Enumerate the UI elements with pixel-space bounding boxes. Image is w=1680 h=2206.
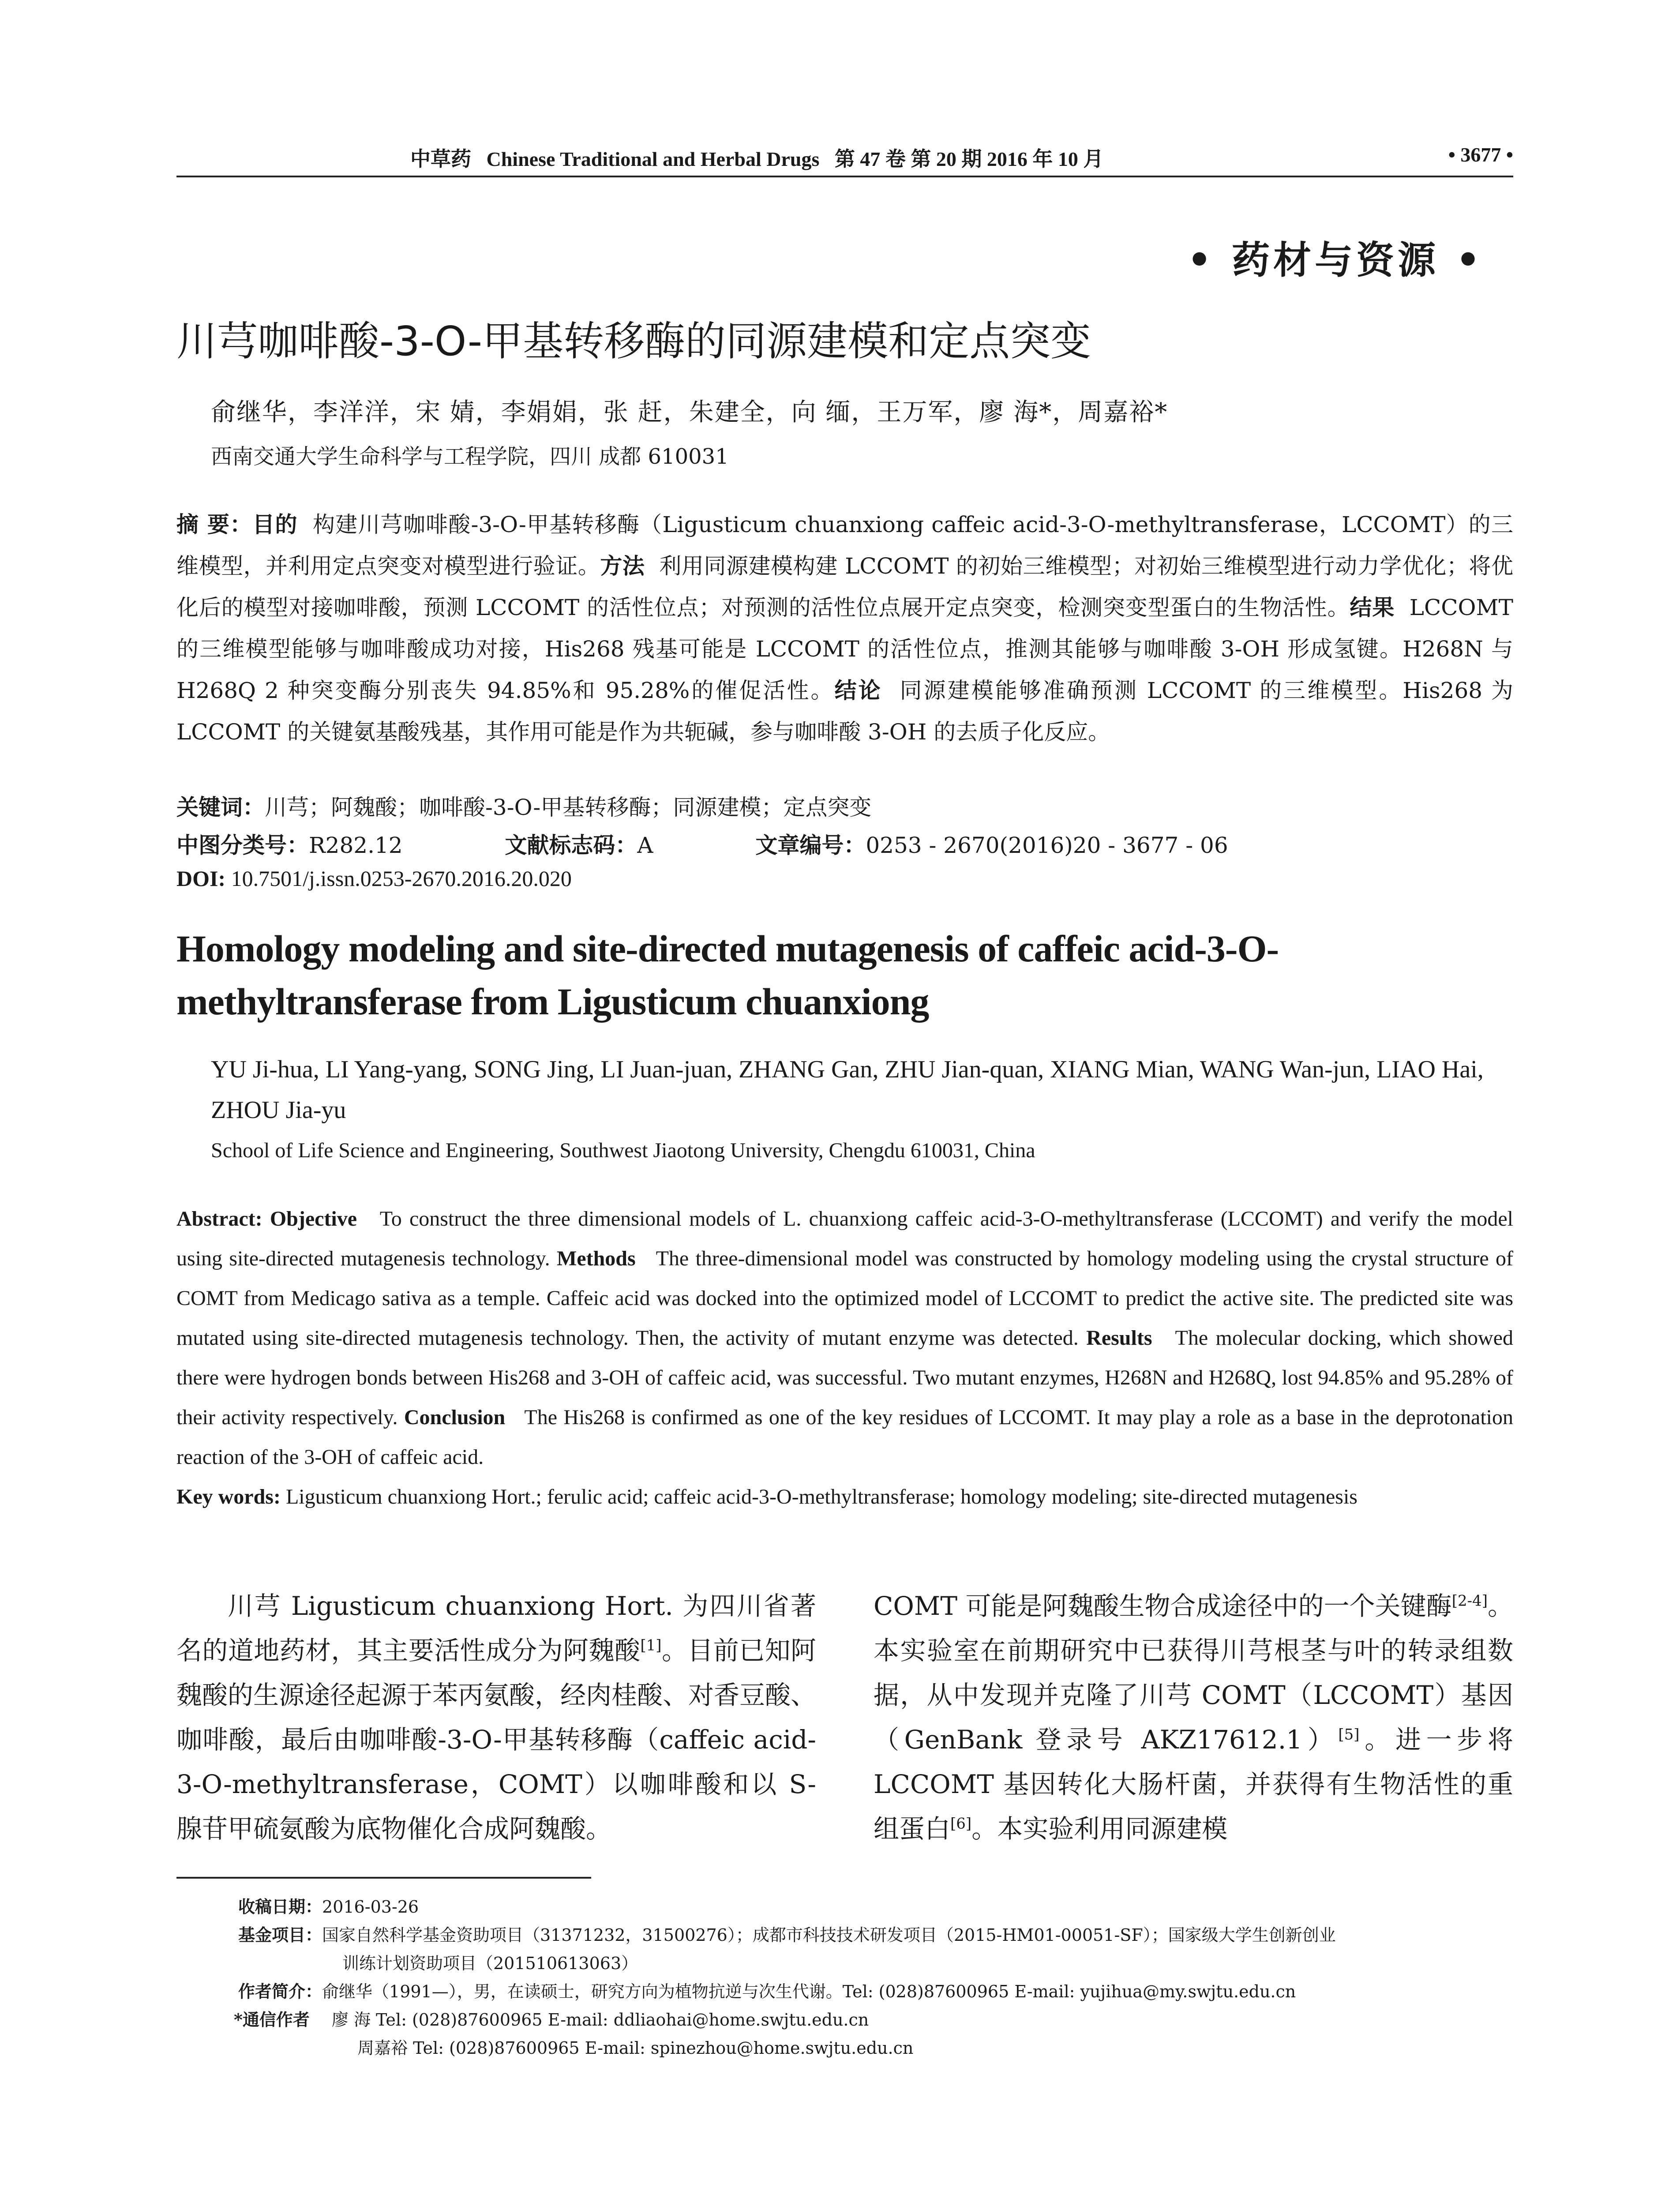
chinese-authors: 俞继华，李洋洋，宋 婧，李娟娟，张 赶，朱建全，向 缅，王万军，廖 海*，周嘉裕* — [211, 398, 1168, 427]
methods-text-en: The three-dimensional model was constructed by homology modeling using the crystal structure of COMT from Medicago sativa as a temple. Caffeic acid was docked into the optimized model of LCCOMT to predict the active site. The predicted site was mutated using site-directed mutagenesis technology. Then, the activity of mutant enzyme was detected. — [176, 1247, 1514, 1350]
header-citation — [410, 143, 1103, 172]
body-right-text-b: 。本实验室在前期研究中已获得川芎根茎与叶的转录组数据，从中发现并克隆了川芎 COMT（LCCOMT）基因（GenBank 登录号 AKZ17612.1） — [874, 1591, 1513, 1755]
page-number: • 3677 • — [1448, 143, 1513, 166]
body-right-text-a: COMT 可能是阿魏酸生物合成途径中的一个关键酶 — [874, 1591, 1452, 1621]
methods-text-cn: 利用同源建模构建 LCCOMT 的初始三维模型；对初始三维模型进行动力学优化；将优化后的模型对接咖啡酸，预测 LCCOMT 的活性位点；对预测的活性位点展开定点突变，检测突变型蛋白的生物活性。 — [176, 553, 1513, 620]
author-bio-text: 俞继华（1991—），男，在读硕士，研究方向为植物抗逆与次生代谢。Tel: (028)87600965 E-mail: yujihua@my.swjtu.edu.cn — [322, 1982, 1296, 2001]
results-text-cn: LCCOMT 的三维模型能够与咖啡酸成功对接，His268 残基可能是 LCCOMT 的活性位点，推测其能够与咖啡酸 3-OH 形成氢键。H268N 与 H268Q 2 种突变酶分别丧失 94.85%和 95.28%的催促活性。 — [176, 595, 1513, 703]
citation-ref-2[interactable]: [2-4] — [1451, 1592, 1488, 1610]
chinese-affiliation: 西南交通大学生命科学与工程学院，四川 成都 610031 — [211, 444, 729, 469]
body-right-text-d: 。本实验利用同源建模 — [971, 1814, 1228, 1844]
keywords-en — [176, 1477, 1513, 1517]
body-column-right — [874, 1584, 1513, 1851]
footnote-received — [238, 1893, 1513, 1921]
chinese-title: 川芎咖啡酸-3-O-甲基转移酶的同源建模和定点突变 — [176, 318, 1091, 365]
conclusion-label-cn: 结论 — [834, 677, 882, 703]
fund-text: 国家自然科学基金资助项目（31371232，31500276）；成都市科技技术研发项目（2015-HM01-00051-SF）；国家级大学生创新创业 — [322, 1925, 1336, 1945]
corresponding-1: 廖 海 Tel: (028)87600965 E-mail: ddliaohai@home.swjtu.edu.cn — [331, 2010, 869, 2030]
objective-label-cn: 目的 — [252, 511, 298, 537]
footnote-corresponding — [234, 2006, 1513, 2034]
journal-en-name: Chinese Traditional and Herbal Drugs — [486, 148, 820, 170]
corresponding-label: *通信作者 — [234, 2010, 310, 2030]
conclusion-label-en: Conclusion — [404, 1406, 506, 1429]
articleno-label: 文章编号： — [755, 832, 866, 858]
body-left-text-b: 。目前已知阿魏酸的生源途径起源于苯丙氨酸，经肉桂酸、对香豆酸、咖啡酸，最后由咖啡酸-3-O-甲基转移酶（caffeic acid-3-O-methyltransferase，COMT）以咖啡酸和以 S-腺苷甲硫氨酸为底物催化合成阿魏酸。 — [176, 1636, 817, 1844]
citation-ref-1[interactable]: [1] — [640, 1636, 662, 1654]
citation-ref-4[interactable]: [6] — [950, 1815, 972, 1833]
doi-link[interactable]: 10.7501/j.issn.0253-2670.2016.20.020 — [231, 866, 572, 891]
author-bio-label: 作者简介： — [238, 1981, 322, 2001]
received-date: 2016-03-26 — [322, 1897, 419, 1917]
footnote-fund — [238, 1921, 1513, 1949]
doccode-value: A — [637, 833, 653, 858]
body-right-text-c: 。进一步将 LCCOMT 基因转化大肠杆菌，并获得有生物活性的重组蛋白 — [874, 1725, 1513, 1844]
body-column-left — [176, 1584, 816, 1851]
footnotes — [234, 1893, 1513, 2062]
english-affiliation: School of Life Science and Engineering, Southwest Jiaotong University, Chengdu 610031, China — [211, 1139, 1035, 1162]
methods-label-en: Methods — [556, 1247, 636, 1270]
received-label: 收稿日期： — [238, 1897, 322, 1917]
keywords-text-cn: 川芎；阿魏酸；咖啡酸-3-O-甲基转移酶；同源建模；定点突变 — [265, 795, 872, 820]
keywords-cn — [176, 790, 871, 822]
citation-ref-3[interactable]: [5] — [1338, 1726, 1360, 1744]
doi-line — [176, 866, 572, 891]
keywords-label-en: Key words: — [176, 1485, 281, 1508]
doccode-label: 文献标志码： — [505, 832, 638, 858]
journal-cn-name: 中草药 — [410, 148, 471, 170]
results-label-en: Results — [1086, 1326, 1152, 1350]
objective-text-en: To construct the three dimensional models of L. chuanxiong caffeic acid-3-O-methyltransferase (LCCOMT) and verify the model using site-directed mutagenesis technology. — [176, 1207, 1514, 1270]
english-authors: YU Ji-hua, LI Yang-yang, SONG Jing, LI Juan-juan, ZHANG Gan, ZHU Jian-quan, XIANG Mian, WANG Wan-jun, LIAO Hai, ZHOU Jia-yu — [211, 1056, 1484, 1124]
clc-value: R282.12 — [309, 833, 403, 858]
section-label: • 药材与资源 • — [1187, 238, 1484, 282]
conclusion-text-cn: 同源建模能够准确预测 LCCOMT 的三维模型。His268 为 LCCOMT 的关键氨基酸残基，其作用可能是作为共轭碱，参与咖啡酸 3-OH 的去质子化反应。 — [176, 678, 1514, 745]
conclusion-text-en: The His268 is confirmed as one of the key residues of LCCOMT. It may play a role as a base in the deprotonation reaction of the 3-OH of caffeic acid. — [176, 1406, 1514, 1469]
doi-label: DOI: — [176, 866, 226, 891]
abstract-label-en: Abstract: Objective — [176, 1207, 357, 1231]
footnote-author — [238, 1977, 1513, 2006]
english-title: Homology modeling and site-directed mutagenesis of caffeic acid-3-O-methyltransferase from Ligusticum chuanxiong — [176, 927, 1279, 1023]
objective-text-cn: 构建川芎咖啡酸-3-O-甲基转移酶（Ligusticum chuanxiong caffeic acid-3-O-methyltransferase，LCCOMT）的三维模型，并利用定点突变对模型进行验证。 — [176, 512, 1513, 579]
header-rule — [176, 176, 1513, 177]
clc-label: 中图分类号： — [176, 832, 309, 858]
results-label-cn: 结果 — [1350, 594, 1395, 620]
chinese-abstract — [176, 504, 1513, 753]
results-text-en: The molecular docking, which showed there were hydrogen bonds between His268 and 3-OH of caffeic acid, was successful. Two mutant enzymes, H268N and H268Q, lost 94.85% and 95.28% of their activity respectively. — [176, 1326, 1514, 1429]
keywords-label-cn: 关键词： — [176, 794, 265, 820]
articleno-value: 0253 - 2670(2016)20 - 3677 - 06 — [866, 833, 1228, 858]
body-left-text-a: 川芎 Ligusticum chuanxiong Hort. 为四川省著名的道地药材，其主要活性成分为阿魏酸 — [176, 1591, 816, 1666]
keywords-text-en: Ligusticum chuanxiong Hort.; ferulic acid; caffeic acid-3-O-methyltransferase; homology modeling; site-directed mutagenesis — [285, 1485, 1358, 1508]
footnote-rule — [176, 1877, 591, 1879]
running-header — [176, 140, 1513, 171]
methods-label-cn: 方法 — [600, 553, 645, 579]
issue-info: 第 47 卷 第 20 期 2016 年 10 月 — [834, 148, 1104, 170]
classification-line — [176, 828, 1228, 859]
fund-text-continued: 训练计划资助项目（201510613063） — [342, 1954, 638, 1973]
abstract-label-cn: 摘 要： — [176, 511, 253, 537]
corresponding-2: 周嘉裕 Tel: (028)87600965 E-mail: spinezhou@home.swjtu.edu.cn — [357, 2038, 914, 2058]
fund-label: 基金项目： — [238, 1925, 322, 1945]
english-abstract — [176, 1199, 1513, 1477]
